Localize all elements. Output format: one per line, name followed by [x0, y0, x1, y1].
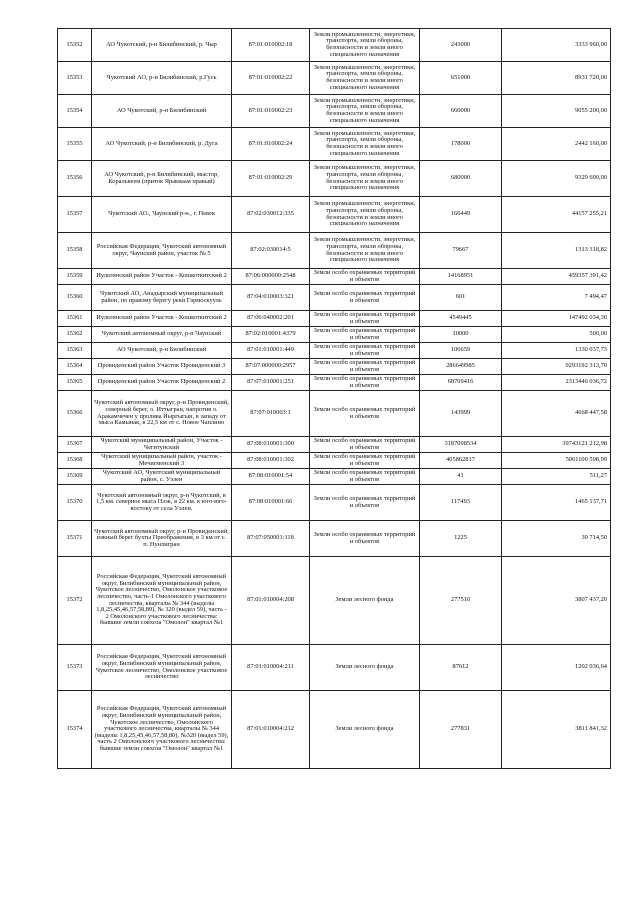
table-row — [58, 437, 611, 453]
cell-num: 15371 — [58, 521, 92, 557]
cell-cad: 87:06:000000:2548 — [232, 269, 310, 285]
cell-num: 15367 — [58, 437, 92, 453]
cell-addr: Российская Федерация, Чукотский автономный округ, Билибинский муниципальный район, Чукотское лесничество, Омолонское участковое лесничество — [92, 645, 232, 691]
table-row — [58, 645, 611, 691]
table-row — [58, 29, 611, 62]
cell-addr: Российская Федерация, Чукотский автономный округ, Билибинский муниципальный район, Чукотское лесничество, Омолонского участкового лесничества, кварталы № 344 (выделы 1,8,25,45,46,57,58,80), №320 (выдел 59), часть 2 Омолонского участкового лесничества: бывшие земли совхоза "Омолон" квартал №1 — [92, 691, 232, 769]
cell-cad: 87:07:010003:1 — [232, 391, 310, 437]
cell-cad: 87:06:040002:201 — [232, 311, 310, 327]
cell-num: 15365 — [58, 375, 92, 391]
cell-addr: Чукотский муниципальный район, Участок - Чегитунский — [92, 437, 232, 453]
cell-cost: 3333 960,00 — [502, 29, 611, 62]
cell-cat: Земли особо охраняемых территорий и объектов — [310, 437, 420, 453]
cell-cat: Земли особо охраняемых территорий и объектов — [310, 327, 420, 343]
cell-cad: 87:01:010002:23 — [232, 95, 310, 128]
cell-addr: Чукотский автономный округ, р-н Провиденский, южный берег бухты Преображения, в 3 км от с. п. Нунлигран — [92, 521, 232, 557]
cell-cost: 2442 160,00 — [502, 128, 611, 161]
cell-area: 660000 — [420, 95, 502, 128]
cell-area: 3187098534 — [420, 437, 502, 453]
cell-area: 286649985 — [420, 359, 502, 375]
cell-addr: АО Чукотский, р-н Билибинский — [92, 95, 232, 128]
cell-cat: Земли промышленности, энергетики, транспорта, земли обороны, безопасности и земли иного специального назначения — [310, 161, 420, 197]
cell-cost: 1313 318,82 — [502, 233, 611, 269]
cell-addr: Российская Федерация, Чукотский автономный округ, Чаунский район, участок № 5 — [92, 233, 232, 269]
cell-area: 10000 — [420, 327, 502, 343]
cell-num: 15354 — [58, 95, 92, 128]
cell-cad: 87:01:010002:29 — [232, 161, 310, 197]
cell-addr: Чукотский муниципальный район, участок - Мечигменский 3 — [92, 453, 232, 469]
table-row — [58, 469, 611, 485]
table-row — [58, 521, 611, 557]
cell-num: 15362 — [58, 327, 92, 343]
cell-addr: АО Чукотский, р-н Билибинский, мыстор, Коральвеем (приток Яракваам правый) — [92, 161, 232, 197]
cell-num: 15356 — [58, 161, 92, 197]
table-row — [58, 269, 611, 285]
cell-area: 277510 — [420, 557, 502, 645]
cell-cost: 511,27 — [502, 469, 611, 485]
cell-area: 79667 — [420, 233, 502, 269]
table-row — [58, 453, 611, 469]
cell-cat: Земли особо охраняемых территорий и объектов — [310, 375, 420, 391]
cell-cost: 3807 437,20 — [502, 557, 611, 645]
cell-cat: Земли особо охраняемых территорий и объектов — [310, 359, 420, 375]
cell-cat: Земли особо охраняемых территорий и объектов — [310, 343, 420, 359]
cell-cad: 87:01:010001:449 — [232, 343, 310, 359]
cell-cat: Земли особо охраняемых территорий и объектов — [310, 391, 420, 437]
table-row — [58, 391, 611, 437]
cell-area: 4549445 — [420, 311, 502, 327]
cell-cost: 1202 036,64 — [502, 645, 611, 691]
table-row — [58, 233, 611, 269]
cell-cat: Земли лесного фонда — [310, 557, 420, 645]
cell-cat: Земли особо охраняемых территорий и объектов — [310, 485, 420, 521]
cell-cad: 87:08:010001:66 — [232, 485, 310, 521]
cell-area: 68709416 — [420, 375, 502, 391]
cell-addr: АО Чукотский, р-н Билибинский, р. Чыр — [92, 29, 232, 62]
cell-addr: Провиденский район Участок Провиденский 2 — [92, 375, 232, 391]
cell-num: 15372 — [58, 557, 92, 645]
cell-cost: 2313446 036,72 — [502, 375, 611, 391]
cell-addr: Чукотский АО, Анадырский муниципальный район, по правому берегу реки Гармоскууль — [92, 285, 232, 311]
table-row — [58, 485, 611, 521]
cell-cost: 1330 037,73 — [502, 343, 611, 359]
cell-cat: Земли особо охраняемых территорий и объектов — [310, 469, 420, 485]
cell-cat: Земли лесного фонда — [310, 645, 420, 691]
cell-area: 87612 — [420, 645, 502, 691]
cell-cost: 147492 034,30 — [502, 311, 611, 327]
cell-addr: Чукотский АО, Чукотский муниципальный район, с. Уэлен — [92, 469, 232, 485]
table-row — [58, 311, 611, 327]
cell-area: 243000 — [420, 29, 502, 62]
cell-cad: 87:02:030014:5 — [232, 233, 310, 269]
table-row — [58, 128, 611, 161]
cell-cost: 459357 391,42 — [502, 269, 611, 285]
table-row — [58, 95, 611, 128]
cell-addr: АО Чукотский, р-н Билибинский, р. Дуга — [92, 128, 232, 161]
table-body — [58, 29, 611, 769]
cell-cat: Земли промышленности, энергетики, транспорта, земли обороны, безопасности и земли иного специального назначения — [310, 128, 420, 161]
table-row — [58, 375, 611, 391]
cell-addr: Иультинский район Участок - Кошкоткитский 2 — [92, 311, 232, 327]
cell-cat: Земли лесного фонда — [310, 691, 420, 769]
cell-cad: 87:08:010001:54 — [232, 469, 310, 485]
cell-area: 178000 — [420, 128, 502, 161]
cell-cost: 8931 720,00 — [502, 62, 611, 95]
cell-cost: 3811 841,32 — [502, 691, 611, 769]
cell-cost: 44157 255,21 — [502, 197, 611, 233]
table-row — [58, 197, 611, 233]
cell-num: 15355 — [58, 128, 92, 161]
cell-cad: 87:08:010001:300 — [232, 437, 310, 453]
cell-cad: 87:02:010001:4379 — [232, 327, 310, 343]
cell-cost: 4668 447,58 — [502, 391, 611, 437]
cell-num: 15364 — [58, 359, 92, 375]
cell-area: 277831 — [420, 691, 502, 769]
cell-addr: Провиденский район Участок Провиденский 3 — [92, 359, 232, 375]
cell-cat: Земли особо охраняемых территорий и объектов — [310, 285, 420, 311]
cell-cad: 87:08:010001:302 — [232, 453, 310, 469]
cell-cost: 7 494,47 — [502, 285, 611, 311]
table-row — [58, 285, 611, 311]
cell-addr: Чукотский АО, р-н Билибинский, р.Гусь — [92, 62, 232, 95]
cell-area: 143999 — [420, 391, 502, 437]
cell-area: 1225 — [420, 521, 502, 557]
cell-num: 15363 — [58, 343, 92, 359]
cell-num: 15353 — [58, 62, 92, 95]
cell-addr: Чукотский АО., Чаунский р-н., г. Певек — [92, 197, 232, 233]
cell-cad: 87:07:050001:118 — [232, 521, 310, 557]
cell-cad: 87:01:010002:24 — [232, 128, 310, 161]
cell-num: 15374 — [58, 691, 92, 769]
cell-cat: Земли особо охраняемых территорий и объектов — [310, 269, 420, 285]
land-registry-table — [57, 28, 611, 769]
table-row — [58, 359, 611, 375]
cell-cad: 87:01:010002:22 — [232, 62, 310, 95]
table-row — [58, 343, 611, 359]
cell-num: 15373 — [58, 645, 92, 691]
cell-num: 15357 — [58, 197, 92, 233]
cell-cost: 1465 137,71 — [502, 485, 611, 521]
cell-area: 166449 — [420, 197, 502, 233]
cell-cad: 87:07:010001:251 — [232, 375, 310, 391]
table-row — [58, 161, 611, 197]
cell-num: 15361 — [58, 311, 92, 327]
cell-cat: Земли промышленности, энергетики, транспорта, земли обороны, безопасности и земли иного специального назначения — [310, 197, 420, 233]
cell-cat: Земли промышленности, энергетики, транспорта, земли обороны, безопасности и земли иного специального назначения — [310, 233, 420, 269]
cell-cat: Земли промышленности, энергетики, транспорта, земли обороны, безопасности и земли иного специального назначения — [310, 95, 420, 128]
cell-addr: Российская Федерация, Чукотский автономный округ, Билибинский муниципальный район, Чукотское лесничество, Омолонское участковое лесничество, часть-1 Омолонского участкового лесничества, кварталы № 344 (выделы 1,8,25,45,46,57,58,80), № 320 (выдел 59), часть - 2 Омолонского участкового лесничества: бывшие земли совхоза "Омолон" квартал №1 — [92, 557, 232, 645]
table-row — [58, 557, 611, 645]
cell-cat: Земли промышленности, энергетики, транспорта, земли обороны, безопасности и земли иного специального назначения — [310, 62, 420, 95]
cell-cat: Земли особо охраняемых территорий и объектов — [310, 311, 420, 327]
cell-num: 15370 — [58, 485, 92, 521]
cell-num: 15369 — [58, 469, 92, 485]
table-row — [58, 691, 611, 769]
cell-cad: 87:01:010004:208 — [232, 557, 310, 645]
cell-cat: Земли особо охраняемых территорий и объектов — [310, 521, 420, 557]
cell-area: 405862817 — [420, 453, 502, 469]
cell-area: 41 — [420, 469, 502, 485]
cell-cad: 87:04:010003:321 — [232, 285, 310, 311]
cell-num: 15360 — [58, 285, 92, 311]
cell-area: 106659 — [420, 343, 502, 359]
cell-addr: Иультинский район Участок - Кошкоткитский 2 — [92, 269, 232, 285]
cell-area: 117493 — [420, 485, 502, 521]
cell-num: 15358 — [58, 233, 92, 269]
cell-cat: Земли промышленности, энергетики, транспорта, земли обороны, безопасности и земли иного специального назначения — [310, 29, 420, 62]
cell-addr: АО Чукотский, р-н Билибинский — [92, 343, 232, 359]
cell-area: 651000 — [420, 62, 502, 95]
cell-cad: 87:01:010004:211 — [232, 645, 310, 691]
table-row — [58, 327, 611, 343]
cell-cost: 500,00 — [502, 327, 611, 343]
cell-addr: Чукотский автономный округ, р-н Провиденский, северный берег, о. Иттыгран, напротив о. Аракамчечен у пролива Йыргыгын, в западу от мыса Камынак, в 22,5 км от с. Новое Чаплино — [92, 391, 232, 437]
cell-area: 14168951 — [420, 269, 502, 285]
cell-cost: 9055 200,00 — [502, 95, 611, 128]
cell-area: 601 — [420, 285, 502, 311]
cell-cost: 39743121 212,98 — [502, 437, 611, 453]
cell-addr: Чукотский автономный округ, р-н Чаунский — [92, 327, 232, 343]
cell-num: 15359 — [58, 269, 92, 285]
cell-area: 680000 — [420, 161, 502, 197]
cell-cat: Земли особо охраняемых территорий и объектов — [310, 453, 420, 469]
cell-cost: 5061100 598,99 — [502, 453, 611, 469]
cell-cost: 9329 600,00 — [502, 161, 611, 197]
cell-num: 15366 — [58, 391, 92, 437]
cell-addr: Чукотский автономный округ, р-н Чукотский, в 1,5 км. северное мыса Пээк, в 22 км. к юго-юго-востоку от села Уэлен. — [92, 485, 232, 521]
cell-num: 15352 — [58, 29, 92, 62]
cell-cad: 87:02:030012:335 — [232, 197, 310, 233]
cell-cost: 39 714,50 — [502, 521, 611, 557]
cell-cad: 87:07:000000:2957 — [232, 359, 310, 375]
cell-cost: 9293192 313,70 — [502, 359, 611, 375]
cell-cad: 87:01:010004:212 — [232, 691, 310, 769]
table-row — [58, 62, 611, 95]
cell-cad: 87:01:010002:18 — [232, 29, 310, 62]
cell-num: 15368 — [58, 453, 92, 469]
